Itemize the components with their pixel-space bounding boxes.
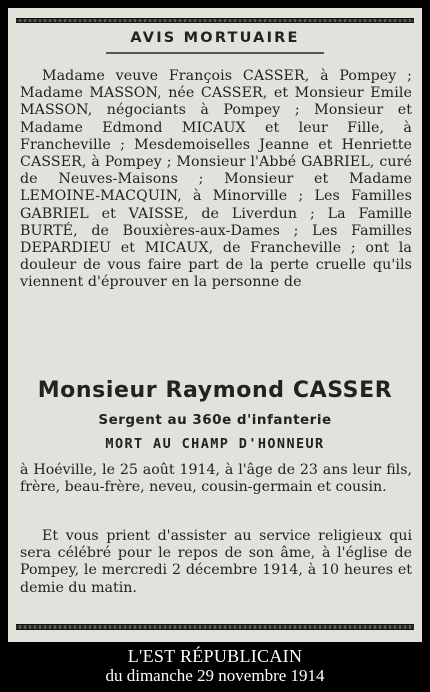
newspaper-clipping: [8, 8, 422, 642]
top-decorative-rule: [16, 18, 414, 23]
announcement-paragraph: Madame veuve François CASSER, à Pompey ; Madame MASSON, née CASSER, et Monsieur Emile MASSON, négociants à Pompey ; Monsieur et Madame Edmond MICAUX et leur Fille, à Francheville ; Mesdemoiselles Jeanne et Henriette CASSER, à Pompey ; Monsieur l'Abbé GABRIEL, curé de Neuves-Maisons ; Monsieur et Madame LEMOINE-MACQUIN, à Minorville ; Les Familles GABRIEL et VAISSE, de Liverdun ; La Famille BURTÉ, de Bouxières-aux-Dames ; Les Familles DEPARDIEU et MICAUX, de Francheville ; ont la douleur de vous faire part de la perte cruelle qu'ils viennent d'éprouver en la personne de: [20, 68, 412, 291]
deceased-name: Monsieur Raymond CASSER: [37, 378, 393, 403]
heading-underline: [106, 52, 324, 54]
notice-heading: AVIS MORTUAIRE: [130, 30, 300, 46]
caption: [0, 646, 430, 686]
deceased-rank: Sergent au 360e d'infanterie: [98, 412, 332, 428]
bottom-decorative-rule: [16, 624, 414, 630]
newspaper-name: L'EST RÉPUBLICAIN: [127, 646, 303, 666]
service-paragraph: Et vous prient d'assister au service religieux qui sera célébré pour le repos de son âme, à l'église de Pompey, le mercredi 2 décembre 1914, à 10 heures et demie du matin.: [20, 528, 412, 596]
death-circumstance: MORT AU CHAMP D'HONNEUR: [105, 436, 325, 452]
death-details: à Hoéville, le 25 août 1914, à l'âge de 23 ans leur fils, frère, beau-frère, neveu, cousin-germain et cousin.: [20, 462, 412, 496]
publication-date: du dimanche 29 novembre 1914: [105, 666, 325, 685]
